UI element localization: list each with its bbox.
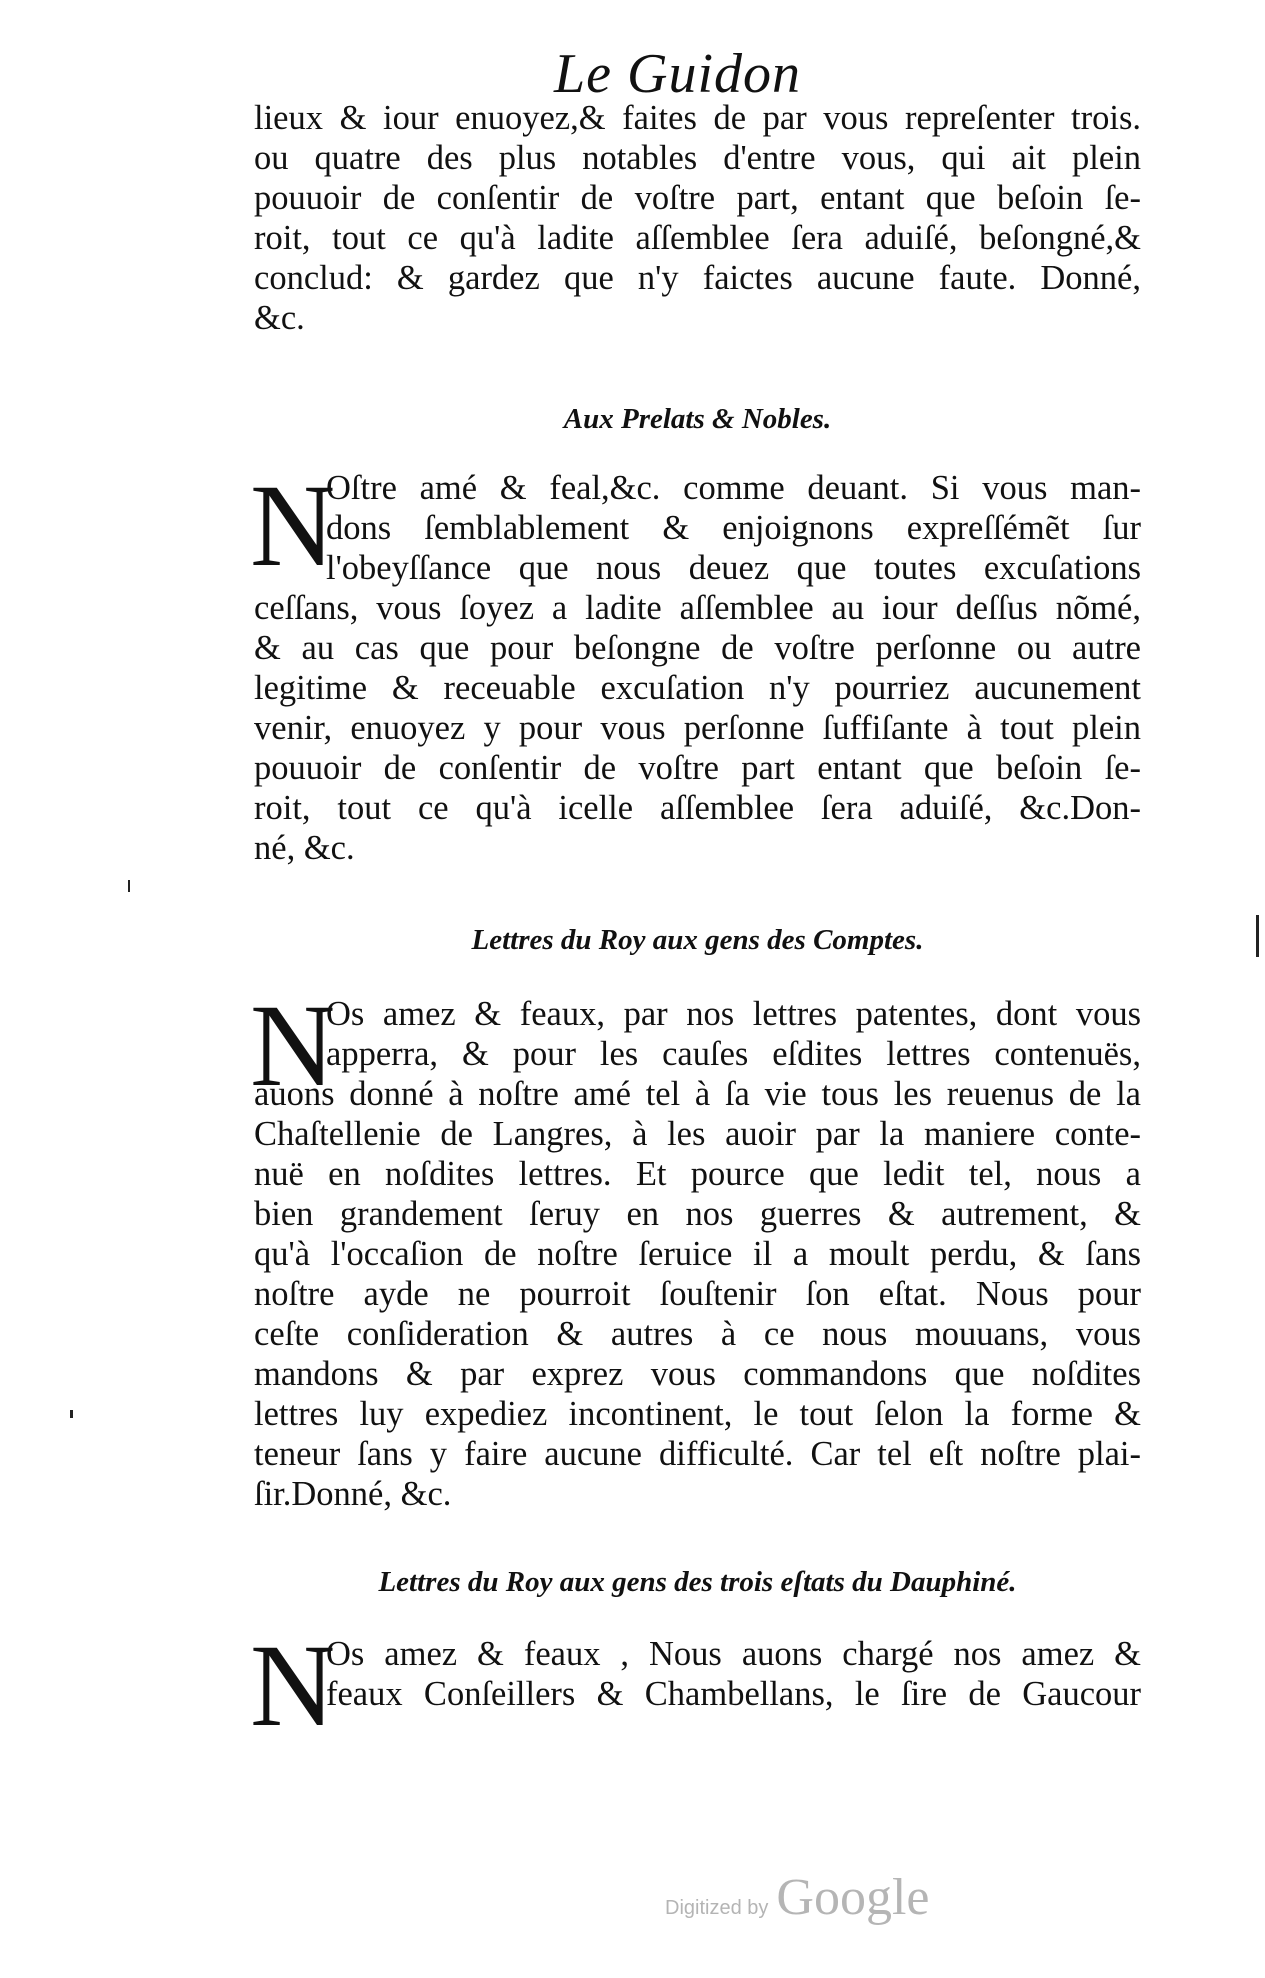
text-line: & au cas que pour beſongne de voſtre perſonne ou autre <box>254 629 1141 667</box>
paragraph-prelats <box>254 468 1141 868</box>
text-line: legitime & receuable excuſation n'y pourriez aucunement <box>254 669 1141 707</box>
text-line: qu'à l'occaſion de noſtre ſeruice il a moult perdu, & ſans <box>254 1235 1141 1273</box>
section-heading-dauphine: Lettres du Roy aux gens des trois eſtats du Dauphiné. <box>378 1566 1017 1598</box>
paragraph-dauphine <box>254 1634 1141 1714</box>
google-logo: Google <box>776 1869 930 1926</box>
text-line: lettres luy expediez incontinent, le tout ſelon la forme & <box>254 1395 1141 1433</box>
text-line: mandons & par exprez vous commandons que noſdites <box>254 1355 1141 1393</box>
text-line: teneur ſans y faire aucune difficulté. Car tel eſt noſtre plai- <box>254 1435 1141 1473</box>
digitized-by-label: Digitized by <box>665 1897 769 1919</box>
text-line: né, &c. <box>254 829 355 867</box>
section-heading-comptes: Lettres du Roy aux gens des Comptes. <box>471 924 924 956</box>
text-line: auons donné à noſtre amé tel à ſa vie tous les reuenus de la <box>254 1075 1141 1113</box>
margin-mark <box>70 1410 73 1418</box>
dropcap-letter: N <box>250 460 336 591</box>
text-line: ſir.Donné, &c. <box>254 1475 452 1513</box>
dropcap-letter: N <box>250 980 336 1111</box>
dropcap-letter: N <box>250 1620 336 1751</box>
text-line: &c. <box>254 299 305 337</box>
text-line: ceſſans, vous ſoyez a ladite aſſemblee au iour deſſus nõmé, <box>254 589 1141 627</box>
text-line: Os amez & feaux, par nos lettres patentes, dont vous <box>326 995 1141 1033</box>
text-line: nuë en noſdites lettres. Et pource que ledit tel, nous a <box>254 1155 1141 1193</box>
text-line: roit, tout ce qu'à icelle aſſemblee ſera aduiſé, &c.Don- <box>254 789 1141 827</box>
text-line: Oſtre amé & feal,&c. comme deuant. Si vous man- <box>326 469 1141 507</box>
text-line: apperra, & pour les cauſes eſdites lettres contenuës, <box>326 1035 1141 1073</box>
text-line: noſtre ayde ne pourroit ſouſtenir ſon eſtat. Nous pour <box>254 1275 1141 1313</box>
text-line: feaux Conſeillers & Chambellans, le ſire de Gaucour <box>326 1675 1141 1713</box>
margin-mark <box>128 880 130 892</box>
text-line: Chaſtellenie de Langres, à les auoir par la maniere conte- <box>254 1115 1141 1153</box>
text-line: roit, tout ce qu'à ladite aſſemblee ſera aduiſé, beſongné,& <box>254 219 1141 257</box>
text-line: pouuoir de conſentir de voſtre part, entant que beſoin ſe- <box>254 179 1141 217</box>
text-line: bien grandement ſeruy en nos guerres & autrement, & <box>254 1195 1141 1233</box>
margin-mark <box>1256 915 1259 957</box>
text-line: l'obeyſſance que nous deuez que toutes excuſations <box>326 549 1141 587</box>
text-line: venir, enuoyez y pour vous perſonne ſuffiſante à tout plein <box>254 709 1141 747</box>
text-line: lieux & iour enuoyez,& faites de par vous repreſenter trois. <box>254 99 1141 137</box>
text-line: Os amez & feaux , Nous auons chargé nos amez & <box>326 1635 1141 1673</box>
running-head: Le Guidon <box>554 43 801 105</box>
text-line: pouuoir de conſentir de voſtre part entant que beſoin ſe- <box>254 749 1141 787</box>
text-line: conclud: & gardez que n'y faictes aucune faute. Donné, <box>254 259 1141 297</box>
paragraph-comptes <box>254 994 1141 1514</box>
section-heading-prelats: Aux Prelats & Nobles. <box>563 403 832 435</box>
text-line: ou quatre des plus notables d'entre vous, qui ait plein <box>254 139 1141 177</box>
google-watermark <box>665 1868 929 1927</box>
paragraph-continued <box>254 98 1141 338</box>
text-line: dons ſemblablement & enjoignons expreſſémẽt ſur <box>326 509 1141 547</box>
text-line: ceſte conſideration & autres à ce nous mouuans, vous <box>254 1315 1141 1353</box>
